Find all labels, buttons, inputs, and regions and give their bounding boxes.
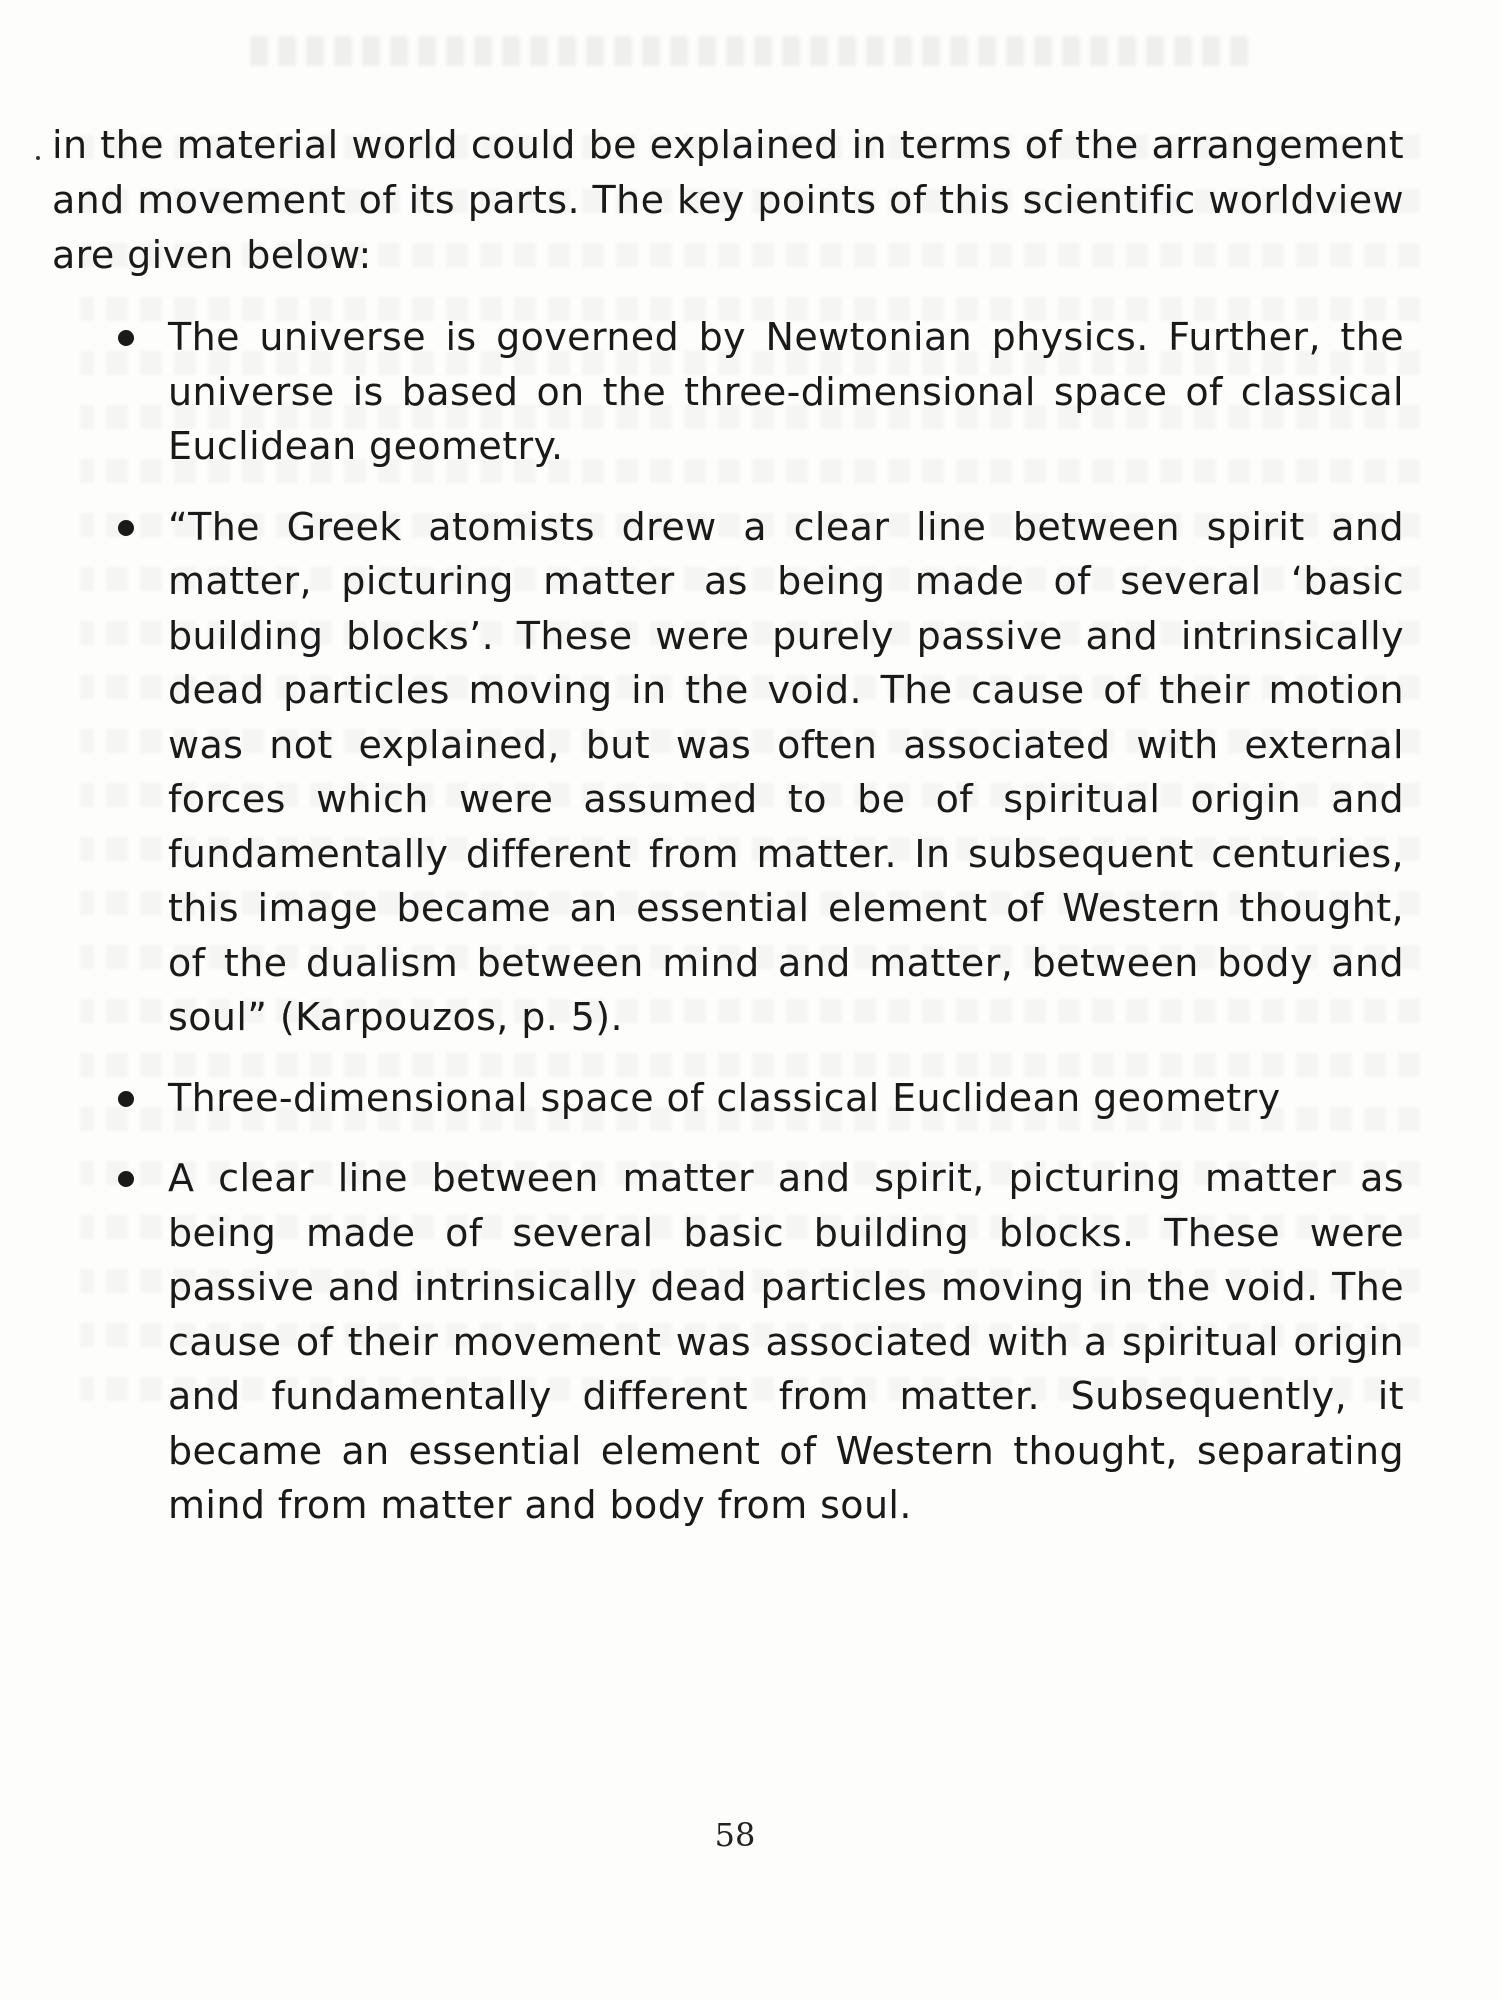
page-number: 58 [714, 1816, 756, 1854]
list-item-text: The universe is governed by Newtonian physics. Further, the universe is based on the three-dimensional space of classical Euclidean geometry. [168, 315, 1404, 468]
key-points-list [112, 310, 1404, 1533]
list-item [112, 1151, 1404, 1533]
list-item-text: “The Greek atomists drew a clear line between spirit and matter, picturing matter as being made of several ‘basic building blocks’. These were purely passive and intrinsically dead particles moving in the void. The cause of their motion was not explained, but was often associated with external forces which were assumed to be of spiritual origin and fundamentally different from matter. In subsequent centuries, this image became an essential element of Western thought, of the dualism between mind and matter, between body and soul” (Karpouzos, p. 5). [168, 504, 1404, 1039]
intro-paragraph: in the material world could be explained in terms of the arrangement and movement of its parts. The key points of this scientific worldview are given below: [52, 123, 1404, 277]
list-item-text: Three-dimensional space of classical Euclidean geometry [168, 1075, 1281, 1120]
list-item [112, 310, 1404, 474]
stray-mark [36, 156, 40, 160]
list-item-text: A clear line between matter and spirit, picturing matter as being made of several basic building blocks. These were passive and intrinsically dead particles moving in the void. The cause of their movement was associated with a spiritual origin and fundamentally different from matter. Subsequently, it became an essential element of Western thought, separating mind from matter and body from soul. [168, 1156, 1404, 1527]
list-item [112, 1071, 1404, 1126]
bullet-icon [118, 520, 134, 536]
list-item [112, 500, 1404, 1045]
bullet-icon [118, 1171, 134, 1187]
bullet-icon [118, 1091, 134, 1107]
bleed-through-header [250, 36, 1250, 66]
bullet-icon [118, 330, 134, 346]
